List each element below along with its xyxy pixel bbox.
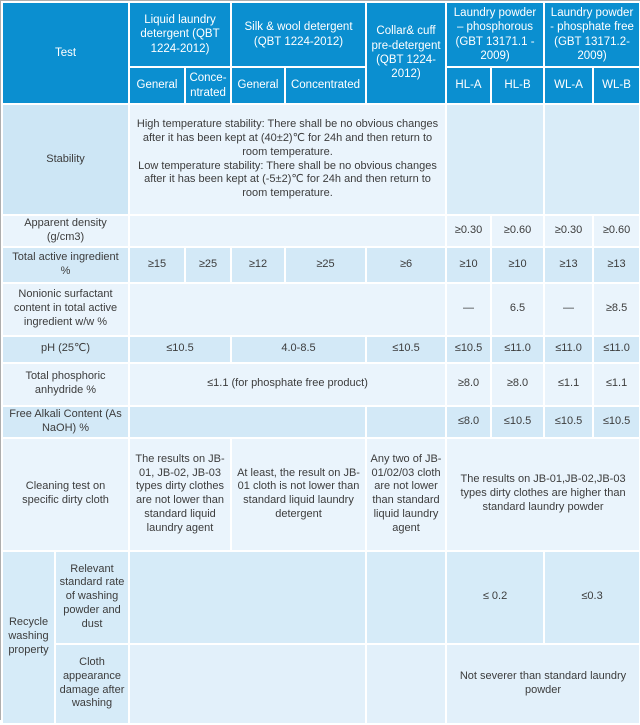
detergent-standards-table [1, 1, 640, 725]
cell-alkali-hl-a: ≤8.0 [446, 406, 491, 438]
cell-alkali-empty-left [129, 406, 366, 438]
cell-alkali-wl-b: ≤10.5 [593, 406, 640, 438]
header-sub-liquid-general: General [129, 67, 185, 104]
header-test: Test [2, 2, 129, 104]
cell-phosphoric-left: ≤1.1 (for phosphate free product) [129, 363, 446, 406]
stability-low-temp-text: Low temperature stability: There shall be no obvious changes after it has been kept at (-5±2)℃ for 24h and then return to room temperature. [138, 159, 437, 199]
header-group-powder-phosphate-free: Laundry powder - phosphate free (GBT 13171.2- 2009) [544, 2, 640, 67]
cell-ph-wl-a: ≤11.0 [544, 336, 593, 363]
cell-active-wl-a: ≥13 [544, 247, 593, 283]
cell-appearance-result: Not severer than standard laundry powder [446, 644, 640, 724]
cell-ph-hl-b: ≤11.0 [491, 336, 544, 363]
cell-active-liquid-concentrated: ≥25 [185, 247, 231, 283]
cell-rate-hl: ≤ 0.2 [446, 551, 544, 644]
cell-density-empty [129, 215, 446, 247]
cell-active-silk-general: ≥12 [231, 247, 285, 283]
cell-active-wl-b: ≥13 [593, 247, 640, 283]
row-label-total-active: Total active ingredient % [2, 247, 129, 283]
cell-rate-empty-collar [366, 551, 446, 644]
cell-ph-wl-b: ≤11.0 [593, 336, 640, 363]
cell-ph-hl-a: ≤10.5 [446, 336, 491, 363]
cell-active-collar: ≥6 [366, 247, 446, 283]
cell-ph-silk: 4.0-8.5 [231, 336, 366, 363]
row-label-phosphoric: Total phosphoric anhydride % [2, 363, 129, 406]
cell-active-hl-a: ≥10 [446, 247, 491, 283]
cell-appearance-empty-left [129, 644, 366, 724]
cell-ph-collar: ≤10.5 [366, 336, 446, 363]
cell-cleaning-silk: At least, the result on JB-01 cloth is not lower than standard liquid laundry detergent [231, 438, 366, 551]
cell-rate-wl: ≤0.3 [544, 551, 640, 644]
header-sub-wl-b: WL-B [593, 67, 640, 104]
cell-active-liquid-general: ≥15 [129, 247, 185, 283]
header-sub-wl-a: WL-A [544, 67, 593, 104]
row-label-cloth-appearance: Cloth appearance damage after washing [55, 644, 129, 724]
cell-alkali-hl-b: ≤10.5 [491, 406, 544, 438]
header-sub-liquid-concentrated: Conce-ntrated [185, 67, 231, 104]
cell-active-silk-concentrated: ≥25 [285, 247, 366, 283]
cell-density-hl-b: ≥0.60 [491, 215, 544, 247]
header-sub-silk-concentrated: Concentrated [285, 67, 366, 104]
row-label-stability: Stability [2, 104, 129, 215]
header-group-liquid-laundry: Liquid laundry detergent (QBT 1224-2012) [129, 2, 231, 67]
cell-nonionic-hl-b: 6.5 [491, 283, 544, 336]
cell-cleaning-liquid: The results on JB-01, JB-02, JB-03 types dirty clothes are not lower than standard liquid laundry agent [129, 438, 231, 551]
header-sub-silk-general: General [231, 67, 285, 104]
cell-rate-empty-left [129, 551, 366, 644]
cell-ph-liquid: ≤10.5 [129, 336, 231, 363]
cell-cleaning-collar: Any two of JB-01/02/03 cloth are not lower than standard liquid laundry agent [366, 438, 446, 551]
stability-high-temp-text: High temperature stability: There shall be no obvious changes after it has been kept at (40±2)℃ for 24h and then return to room temperature. [136, 118, 439, 158]
cell-density-wl-a: ≥0.30 [544, 215, 593, 247]
cell-nonionic-empty [129, 283, 446, 336]
cell-appearance-empty-collar [366, 644, 446, 724]
header-sub-hl-a: HL-A [446, 67, 491, 104]
cell-nonionic-wl-a: — [544, 283, 593, 336]
cell-alkali-wl-a: ≤10.5 [544, 406, 593, 438]
cell-phosphoric-hl-a: ≥8.0 [446, 363, 491, 406]
cell-stability-wl-empty [544, 104, 640, 215]
cell-nonionic-hl-a: — [446, 283, 491, 336]
cell-density-hl-a: ≥0.30 [446, 215, 491, 247]
cell-phosphoric-wl-a: ≤1.1 [544, 363, 593, 406]
row-label-nonionic: Nonionic surfactant content in total active ingredient w/w % [2, 283, 129, 336]
row-label-free-alkali: Free Alkali Content (As NaOH) % [2, 406, 129, 438]
cell-alkali-empty-collar [366, 406, 446, 438]
row-label-apparent-density: Apparent density (g/cm3) [2, 215, 129, 247]
row-label-recycle-washing: Recycle washing property [2, 551, 55, 724]
row-label-ph: pH (25℃) [2, 336, 129, 363]
cell-density-wl-b: ≥0.60 [593, 215, 640, 247]
cell-phosphoric-wl-b: ≤1.1 [593, 363, 640, 406]
cell-active-hl-b: ≥10 [491, 247, 544, 283]
cell-stability-hl-empty [446, 104, 544, 215]
row-label-cleaning-test: Cleaning test on specific dirty cloth [2, 438, 129, 551]
cell-nonionic-wl-b: ≥8.5 [593, 283, 640, 336]
cell-phosphoric-hl-b: ≥8.0 [491, 363, 544, 406]
cell-cleaning-powder: The results on JB-01,JB-02,JB-03 types dirty clothes are higher than standard laundry powder [446, 438, 640, 551]
header-group-silk-wool: Silk & wool detergent (QBT 1224-2012) [231, 2, 366, 67]
cell-stability-requirements [129, 104, 446, 215]
header-group-powder-phosphorous: Laundry powder – phosphorous (GBT 13171.1 - 2009) [446, 2, 544, 67]
header-group-collar-cuff: Collar& cuff pre-detergent (QBT 1224-2012) [366, 2, 446, 104]
header-sub-hl-b: HL-B [491, 67, 544, 104]
row-label-relevant-rate: Relevant standard rate of washing powder and dust [55, 551, 129, 644]
